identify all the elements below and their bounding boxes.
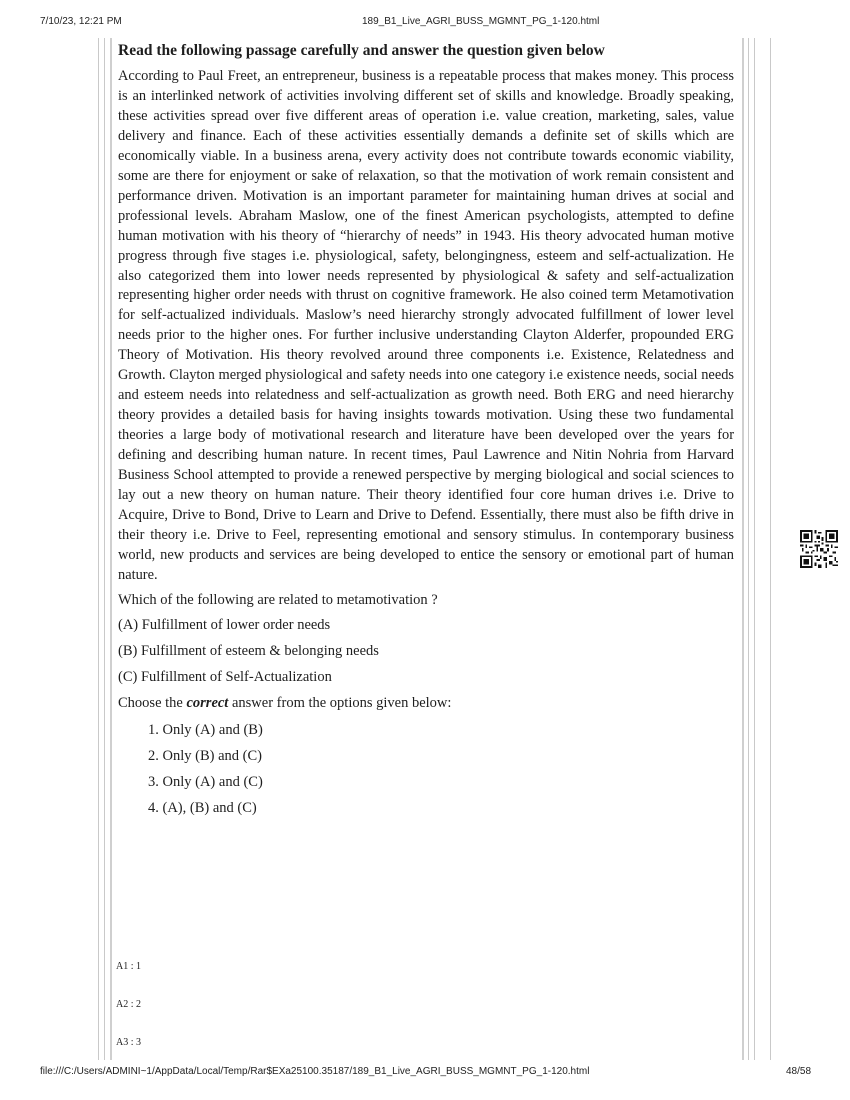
answer-key-2: A2 : 2 xyxy=(116,999,141,1010)
file-path: file:///C:/Users/ADMINI~1/AppData/Local/Temp/Rar$EXa25100.35187/189_B1_Live_AGRI_BUSS_MGMNT_PG_1-120.html xyxy=(40,1066,590,1077)
answer-options xyxy=(148,722,734,817)
passage-text: According to Paul Freet, an entrepreneur, business is a repeatable process that makes money. This process is an interlinked network of activities involving different set of skills and knowledge. Broadly speaking, these activities spread over five different areas of operation i.e. value creation, marketing, sales, value delivery and finance. Each of these activities essentially demands a definite set of skills which are economically viable. In a business arena, every activity does not contribute towards economic viability, some are there for enjoyment or sake of relaxation, so that the motivation of work remain consistent and performance driven. Motivation is an important parameter for maintaining human drives at social and professional levels. Abraham Maslow, one of the finest American psychologists, attempted to define human motivation with his theory of “hierarchy of needs” in 1943. His theory advocated human motive progress through five stages i.e. physiological, safety, belongingness, esteem and self-actualization. He also categorized them into lower needs represented by physiological & safety and self-actualization representing higher order needs with thrust on cognitive framework. He also coined term Metamotivation for self-actualized individuals. Maslow’s need hierarchy strongly advocated fulfillment of lower level needs prior to the higher ones. For further inclusive understanding Clayton Alderfer, propounded ERG Theory of Motivation. His theory revolved around three components i.e. Existence, Relatedness and Growth. Clayton merged physiological and safety needs into one category i.e existence needs, social needs and esteem needs into relatedness and self-actualization as growth need. Both ERG and need hierarchy theory provides a detailed basis for having insights towards motivation. Using these two fundamental theories a large body of motivational research and literature have been developed over the years for defining and describing human nature. In recent times, Paul Lawrence and Nitin Nohria from Harvard Business School attempted to provide a renewed perspective by merging biological and social sciences to lay out a new theory on human nature. Their theory identified four core human drives i.e. Drive to Acquire, Drive to Bond, Drive to Learn and Drive to Defend. Essentially, there must also be fifth drive in their theory i.e. Drive to Feel, representing emotional and sensory stimulus. In contemporary business world, new products and services are being developed to entice the sensory or emotional part of human nature. xyxy=(118,68,734,583)
question-content xyxy=(118,42,734,826)
answer-key-1: A1 : 1 xyxy=(116,961,141,972)
answer-option-4: 4. (A), (B) and (C) xyxy=(148,799,257,816)
answer-option-3: 3. Only (A) and (C) xyxy=(148,773,263,790)
print-datetime: 7/10/23, 12:21 PM xyxy=(40,16,122,27)
answer-key-3: A3 : 3 xyxy=(116,1037,141,1048)
choose-emphasis: correct xyxy=(186,694,229,711)
choose-instruction xyxy=(118,695,734,712)
passage-heading: Read the following passage carefully and answer the question given below xyxy=(118,42,605,59)
page-border-left-mid xyxy=(104,38,105,1060)
statement-b: (B) Fulfillment of esteem & belonging needs xyxy=(118,642,379,659)
statement-c: (C) Fulfillment of Self-Actualization xyxy=(118,668,332,685)
choose-suffix: answer from the options given below: xyxy=(228,694,452,711)
answer-option-1: 1. Only (A) and (B) xyxy=(148,721,263,738)
page-border-right-outer xyxy=(754,38,755,1060)
statement-list xyxy=(118,617,734,686)
question-text: Which of the following are related to metamotivation ? xyxy=(118,591,438,608)
page-number: 48/58 xyxy=(786,1066,812,1077)
answer-option-2: 2. Only (B) and (C) xyxy=(148,747,262,764)
page-border-right-far xyxy=(770,38,771,1060)
page-border-left-outer xyxy=(98,38,99,1060)
page-border-right-mid xyxy=(748,38,749,1060)
choose-prefix: Choose the xyxy=(118,694,187,711)
qr-code-icon xyxy=(800,530,838,568)
statement-a: (A) Fulfillment of lower order needs xyxy=(118,616,331,633)
document-title: 189_B1_Live_AGRI_BUSS_MGMNT_PG_1-120.html xyxy=(362,16,600,27)
